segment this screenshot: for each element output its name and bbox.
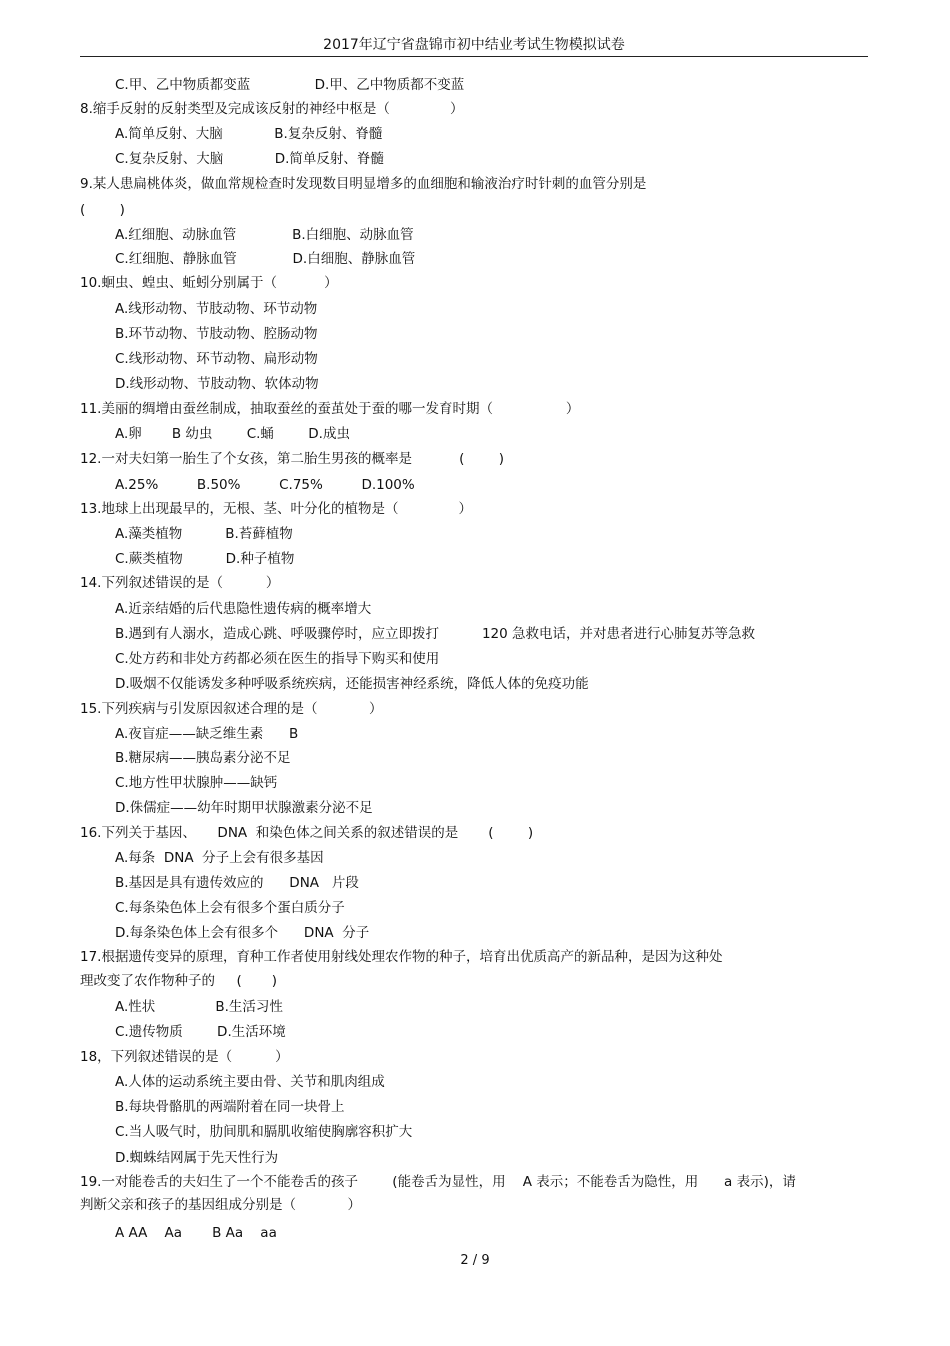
answer-option-line: D.每条染色体上会有很多个 DNA 分子 [115,925,370,941]
answer-option-line: C.遗传物质 D.生活环境 [115,1024,286,1040]
question-text: 判断父亲和孩子的基因组成分别是（ ） [80,1197,361,1213]
answer-option-line: A.性状 B.生活习性 [115,999,283,1015]
question-text: 14.下列叙述错误的是（ ） [80,575,280,591]
answer-option-line: D.侏儒症——幼年时期甲状腺激素分泌不足 [115,800,373,816]
answer-option-line: A.藻类植物 B.苔藓植物 [115,526,293,542]
answer-option-line: B.遇到有人溺水，造成心跳、呼吸骤停时，应立即拨打 120 急救电话，并对患者进行心肺复苏等急救 [115,626,756,642]
answer-option-line: C.甲、乙中物质都变蓝 D.甲、乙中物质都不变蓝 [115,77,465,93]
answer-option-line: A.红细胞、动脉血管 B.白细胞、动脉血管 [115,227,414,243]
answer-option-line: A AA Aa B Aa aa [115,1225,277,1241]
answer-option-line: A.人体的运动系统主要由骨、关节和肌肉组成 [115,1074,385,1090]
answer-option-line: C.蕨类植物 D.种子植物 [115,551,295,567]
question-text: 15.下列疾病与引发原因叙述合理的是（ ） [80,701,383,717]
question-text: 13.地球上出现最早的，无根、茎、叶分化的植物是（ ） [80,501,473,517]
answer-option-line: C.地方性甲状腺肿——缺钙 [115,775,278,791]
answer-option-line: A.简单反射、大脑 B.复杂反射、脊髓 [115,126,383,142]
question-text: 16.下列关于基因、 DNA 和染色体之间关系的叙述错误的是 ( ) [80,825,534,841]
answer-option-line: C.红细胞、静脉血管 D.白细胞、静脉血管 [115,251,416,267]
answer-option-line: A.卵 B 幼虫 C.蛹 D.成虫 [115,426,350,442]
answer-option-line: D.线形动物、节肢动物、软体动物 [115,376,319,392]
question-text: 18，下列叙述错误的是（ ） [80,1049,289,1065]
answer-option-line: C.处方药和非处方药都必须在医生的指导下购买和使用 [115,651,440,667]
answer-option-line: A.每条 DNA 分子上会有很多基因 [115,850,324,866]
answer-option-line: B.每块骨骼肌的两端附着在同一块骨上 [115,1099,345,1115]
question-text: 11.美丽的绸增由蚕丝制成，抽取蚕丝的蚕茧处于蚕的哪一发育时期（ ） [80,401,580,417]
answer-option-line: B.糖尿病——胰岛素分泌不足 [115,750,291,766]
answer-option-line: D.吸烟不仅能诱发多种呼吸系统疾病，还能损害神经系统，降低人体的免疫功能 [115,676,589,692]
answer-option-line: A.近亲结婚的后代患隐性遗传病的概率增大 [115,601,372,617]
question-text: ( ) [80,202,125,218]
answer-option-line: B.基因是具有遗传效应的 DNA 片段 [115,875,359,891]
question-text: 8.缩手反射的反射类型及完成该反射的神经中枢是（ ） [80,101,464,117]
answer-option-line: A.线形动物、节肢动物、环节动物 [115,301,318,317]
question-text: 17.根据遗传变异的原理，育种工作者使用射线处理农作物的种子，培育出优质高产的新品种，是因为这种处 [80,949,723,965]
question-text: 12.一对夫妇第一胎生了个女孩，第二胎生男孩的概率是 ( ) [80,451,505,467]
answer-option-line: C.每条染色体上会有很多个蛋白质分子 [115,900,345,916]
answer-option-line: A.夜盲症——缺乏维生素 B [115,726,299,742]
question-text: 19.一对能卷舌的夫妇生了一个不能卷舌的孩子 (能卷舌为显性，用 A 表示；不能卷舌为隐性，用 a 表示)，请 [80,1174,796,1190]
page-number: 2 / 9 [460,1253,490,1268]
answer-option-line: C.线形动物、环节动物、扁形动物 [115,351,318,367]
question-text: 理改变了农作物种子的 ( ) [80,973,278,989]
question-text: 9.某人患扁桃体炎，做血常规检查时发现数目明显增多的血细胞和输液治疗时针刺的血管分别是 [80,176,647,192]
page-header-title: 2017年辽宁省盘锦市初中结业考试生物模拟试卷 [323,37,625,53]
answer-option-line: B.环节动物、节肢动物、腔肠动物 [115,326,318,342]
answer-option-line: D.蜘蛛结网属于先天性行为 [115,1150,279,1166]
question-text: 10.蛔虫、蝗虫、蚯蚓分别属于（ ） [80,275,338,291]
answer-option-line: C.复杂反射、大脑 D.简单反射、脊髓 [115,151,384,167]
answer-option-line: C.当人吸气时，肋间肌和膈肌收缩使胸廓容积扩大 [115,1124,413,1140]
answer-option-line: A.25% B.50% C.75% D.100% [115,477,415,493]
